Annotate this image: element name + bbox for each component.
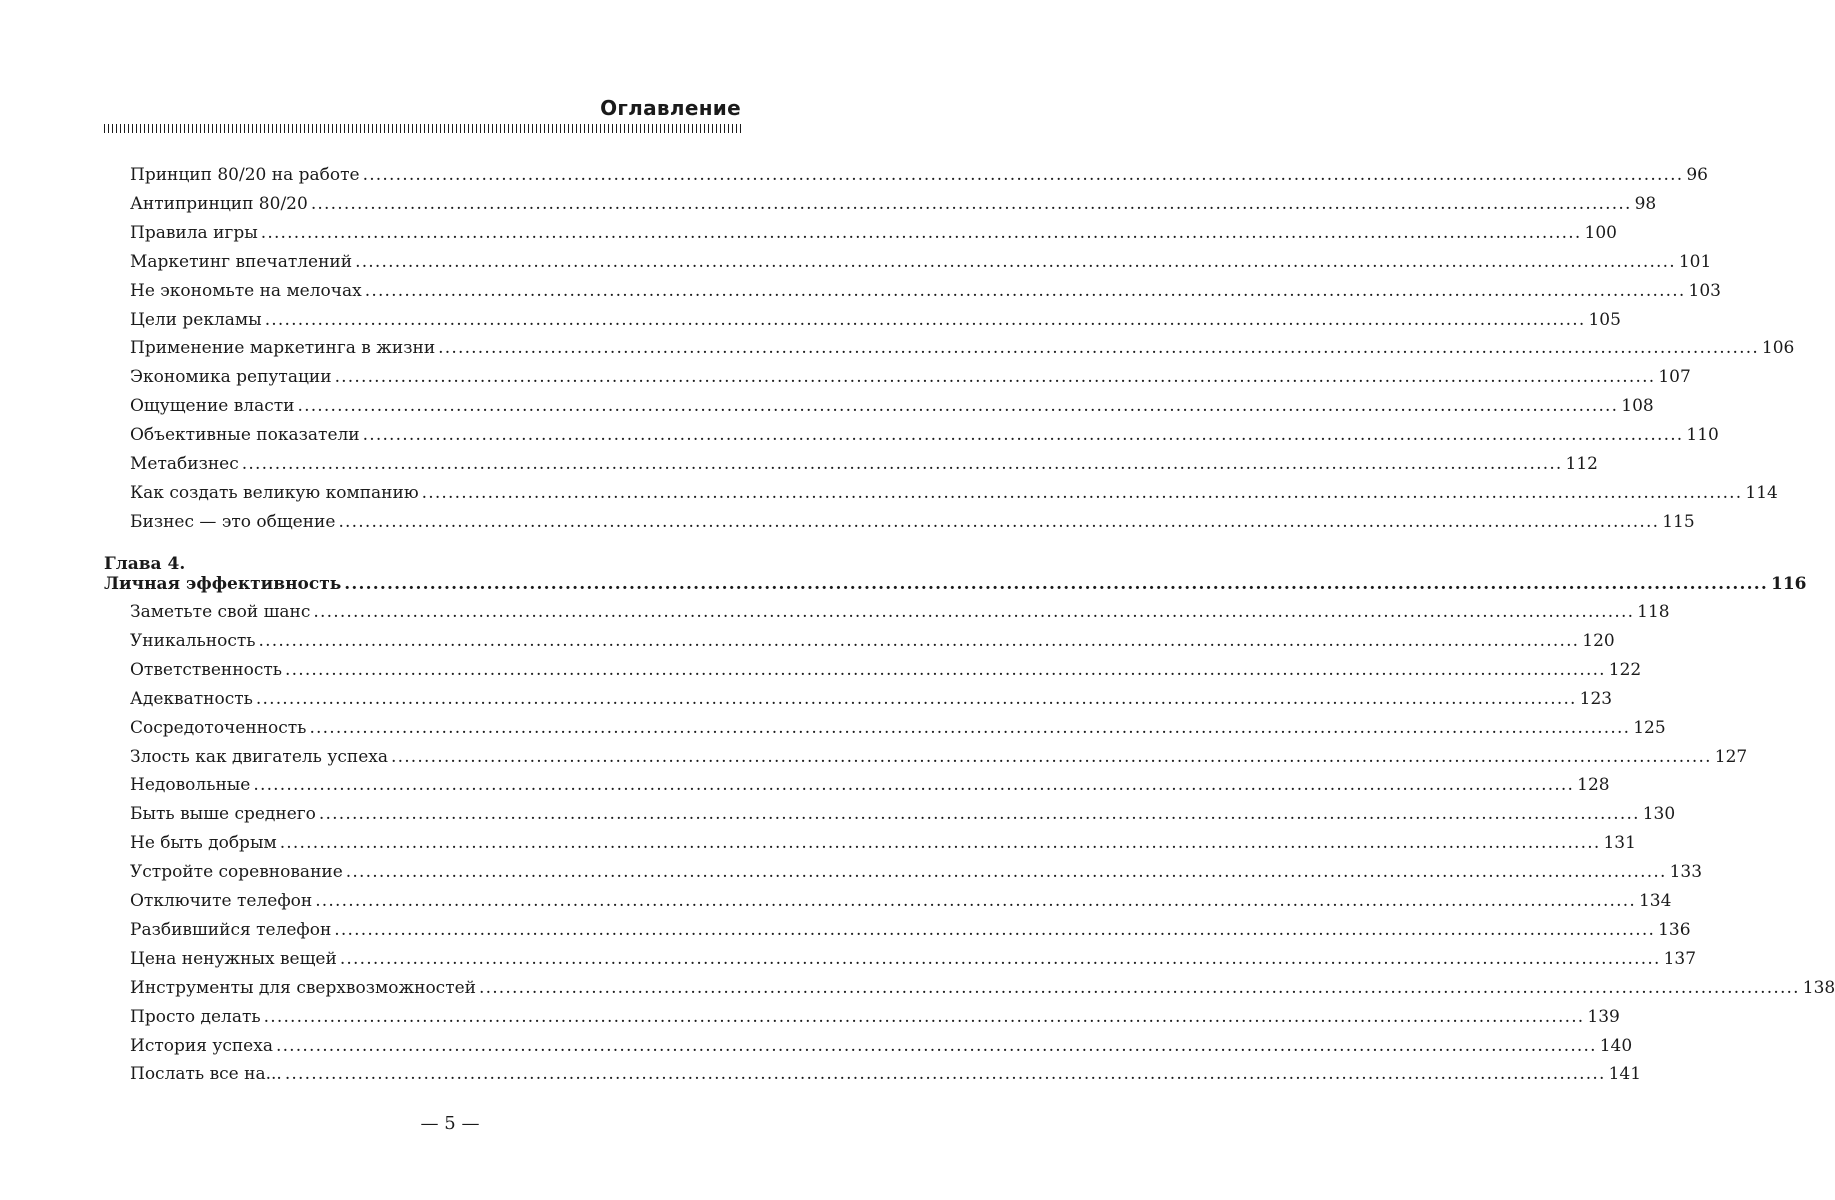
toc-entry-page: 115: [1662, 512, 1695, 532]
page-number: — 5 —: [420, 1113, 480, 1134]
toc-entry-page: 101: [1678, 252, 1712, 272]
toc-entry-page: 136: [1658, 920, 1691, 940]
toc-entry-page: 130: [1642, 804, 1676, 824]
toc-entry: [130, 1034, 1633, 1058]
dot-leader: ........................................................................................................................................................................................................: [339, 949, 1661, 969]
toc-entry-title: Личная эффективность: [104, 574, 342, 594]
toc-entry-page: 123: [1579, 689, 1613, 709]
toc-entry: [130, 452, 1598, 476]
toc-entry: [130, 163, 1708, 187]
toc-entry: [130, 918, 1691, 942]
toc-entry-page: 128: [1577, 775, 1610, 795]
dot-leader: ........................................................................................................................................................................................................: [241, 454, 1563, 474]
toc-entry: [130, 221, 1617, 245]
toc-entry: [130, 745, 1748, 769]
toc-entry: [130, 716, 1666, 740]
toc-entry-page: 96: [1686, 165, 1708, 185]
toc-entry: [130, 308, 1621, 332]
toc-entry-page: 139: [1587, 1007, 1620, 1027]
dot-leader: ........................................................................................................................................................................................................: [344, 574, 1768, 594]
toc-entry-page: 114: [1745, 483, 1778, 503]
dot-leader: ........................................................................................................................................................................................................: [260, 223, 1582, 243]
toc-entry: [130, 600, 1670, 624]
toc-entry-title: Как создать великую компанию: [130, 483, 419, 503]
toc-entry-title: Цели рекламы: [130, 310, 262, 330]
toc-entry-title: Инструменты для сверхвозможностей: [130, 978, 476, 998]
dot-leader: ........................................................................................................................................................................................................: [362, 425, 1684, 445]
toc-entry: [130, 192, 1657, 216]
dot-leader: ........................................................................................................................................................................................................: [285, 660, 1606, 680]
toc-entry-page: 127: [1714, 747, 1748, 767]
dot-leader: ........................................................................................................................................................................................................: [318, 804, 1640, 824]
toc-entry-page: 133: [1669, 862, 1703, 882]
toc-entry: [130, 279, 1721, 303]
toc-entry-page: 106: [1761, 338, 1795, 358]
toc-entry: [130, 658, 1642, 682]
toc-entry-page: 98: [1634, 194, 1657, 214]
toc-entry-title: Применение маркетинга в жизни: [130, 338, 436, 358]
toc-entry-page: 120: [1582, 631, 1615, 651]
toc-entry-page: 100: [1584, 223, 1617, 243]
toc-entry-title: Маркетинг впечатлений: [130, 252, 353, 272]
toc-entry-page: 108: [1621, 396, 1654, 416]
toc-entry-page: 112: [1565, 454, 1598, 474]
toc-entry-title: Сосредоточенность: [130, 718, 307, 738]
toc-entry: [130, 394, 1654, 418]
chapter-4-label: Глава 4.: [104, 554, 186, 574]
toc-entry-page: 138: [1802, 978, 1835, 998]
toc-entry-title: Бизнес — это общение: [130, 512, 336, 532]
toc-entry-page: 116: [1771, 574, 1807, 594]
toc-entry: [130, 947, 1697, 971]
toc-entry: [130, 629, 1615, 653]
toc-entry-title: Устройте соревнование: [130, 862, 343, 882]
toc-entry-title: Послать все на...: [130, 1064, 282, 1084]
toc-entry: [130, 889, 1672, 913]
toc-entry: [130, 1062, 1642, 1086]
dot-leader: ........................................................................................................................................................................................................: [438, 338, 1759, 358]
dot-leader: ........................................................................................................................................................................................................: [310, 194, 1632, 214]
dot-leader: ........................................................................................................................................................................................................: [362, 165, 1684, 185]
toc-entry-page: 141: [1608, 1064, 1642, 1084]
toc-entry-title: Принцип 80/20 на работе: [130, 165, 360, 185]
toc-entry-title: Адекватность: [130, 689, 253, 709]
toc-entry-title: Не экономьте на мелочах: [130, 281, 362, 301]
toc-entry-title: Метабизнес: [130, 454, 239, 474]
dot-leader: ........................................................................................................................................................................................................: [479, 978, 1800, 998]
toc-entry-page: 110: [1686, 425, 1719, 445]
toc-entry: [130, 336, 1795, 360]
toc-entry: [130, 773, 1610, 797]
toc-entry-title: Объективные показатели: [130, 425, 360, 445]
dot-leader: ........................................................................................................................................................................................................: [345, 862, 1667, 882]
toc-entry-page: 118: [1637, 602, 1670, 622]
toc-entry-page: 131: [1603, 833, 1636, 853]
toc-entry: [130, 860, 1703, 884]
dot-leader: ........................................................................................................................................................................................................: [297, 396, 1619, 416]
dot-leader: ........................................................................................................................................................................................................: [390, 747, 1712, 767]
toc-entry-page: 103: [1688, 281, 1721, 301]
toc-entry-title: Ответственность: [130, 660, 283, 680]
toc-entry-title: Недовольные: [130, 775, 251, 795]
toc-entry: [130, 365, 1691, 389]
dot-leader: ........................................................................................................................................................................................................: [263, 1007, 1585, 1027]
toc-entry: [130, 1005, 1620, 1029]
toc-entry: [130, 831, 1636, 855]
running-header-title: Оглавление: [600, 96, 741, 120]
toc-entry: [130, 510, 1695, 534]
toc-entry: [130, 250, 1712, 274]
dot-leader: ........................................................................................................................................................................................................: [334, 920, 1656, 940]
dot-leader: ........................................................................................................................................................................................................: [258, 631, 1580, 651]
dot-leader: ........................................................................................................................................................................................................: [253, 775, 1575, 795]
chapter-4-heading: [104, 572, 1807, 596]
toc-entry: [130, 802, 1676, 826]
toc-entry-page: 125: [1633, 718, 1666, 738]
toc-entry-title: Правила игры: [130, 223, 258, 243]
toc-entry: [130, 976, 1835, 1000]
toc-entry: [130, 481, 1778, 505]
dot-leader: ........................................................................................................................................................................................................: [421, 483, 1743, 503]
toc-entry-title: Быть выше среднего: [130, 804, 316, 824]
toc-entry-title: Просто делать: [130, 1007, 261, 1027]
dot-leader: ........................................................................................................................................................................................................: [284, 1064, 1606, 1084]
toc-entry-title: Цена ненужных вещей: [130, 949, 337, 969]
dot-leader: ........................................................................................................................................................................................................: [364, 281, 1686, 301]
dot-leader: ........................................................................................................................................................................................................: [338, 512, 1660, 532]
toc-entry-page: 107: [1658, 367, 1691, 387]
toc-entry-title: История успеха: [130, 1036, 273, 1056]
toc-entry: [130, 423, 1719, 447]
toc-entry-page: 134: [1638, 891, 1672, 911]
dot-leader: ........................................................................................................................................................................................................: [355, 252, 1676, 272]
dot-leader: ........................................................................................................................................................................................................: [279, 833, 1601, 853]
dot-leader: ........................................................................................................................................................................................................: [315, 891, 1636, 911]
toc-entry-page: 137: [1663, 949, 1697, 969]
toc-entry-page: 122: [1608, 660, 1642, 680]
dot-leader: ........................................................................................................................................................................................................: [334, 367, 1656, 387]
toc-entry-title: Уникальность: [130, 631, 256, 651]
dot-leader: ........................................................................................................................................................................................................: [275, 1036, 1597, 1056]
dot-leader: ........................................................................................................................................................................................................: [255, 689, 1577, 709]
dot-leader: ........................................................................................................................................................................................................: [313, 602, 1635, 622]
toc-entry-title: Экономика репутации: [130, 367, 332, 387]
toc-entry-title: Разбившийся телефон: [130, 920, 332, 940]
toc-entry-title: Злость как двигатель успеха: [130, 747, 388, 767]
toc-entry-title: Не быть добрым: [130, 833, 277, 853]
toc-entry-page: 140: [1599, 1036, 1633, 1056]
toc-entry: [130, 687, 1613, 711]
toc-entry-title: Ощущение власти: [130, 396, 295, 416]
toc-entry-page: 105: [1588, 310, 1621, 330]
dot-leader: ........................................................................................................................................................................................................: [264, 310, 1586, 330]
toc-entry-title: Антипринцип 80/20: [130, 194, 308, 214]
toc-entry-title: Отключите телефон: [130, 891, 313, 911]
toc-entry-title: Заметьте свой шанс: [130, 602, 311, 622]
dot-leader: ........................................................................................................................................................................................................: [309, 718, 1631, 738]
header-rule: [104, 124, 741, 133]
